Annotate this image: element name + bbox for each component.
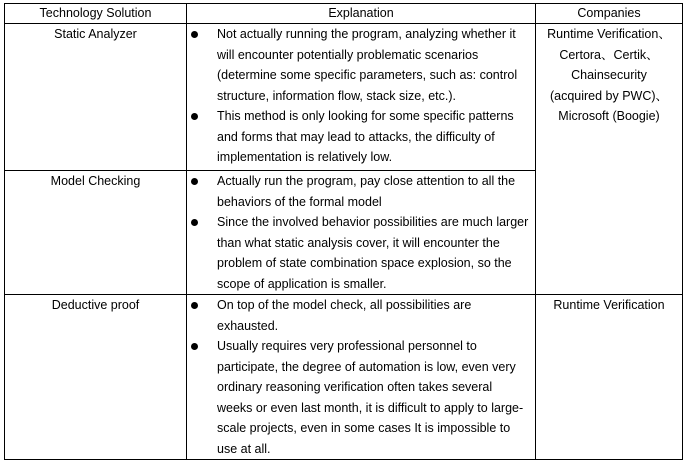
companies-cell <box>536 295 683 460</box>
bullet-icon <box>191 219 198 226</box>
technology-cell: Deductive proof <box>5 295 187 460</box>
list-item <box>191 171 531 212</box>
technology-comparison-table <box>4 3 683 460</box>
company-line: Certora、Certik、 <box>559 47 659 62</box>
bullet-list <box>191 24 531 168</box>
list-item <box>191 106 531 168</box>
bullet-list <box>191 295 531 459</box>
bullet-icon <box>191 113 198 120</box>
bullet-text: Not actually running the program, analyzing whether it will encounter potentially problematic scenarios (determine some specific parameters, such as: control structure, information flow, stack size, etc.). <box>217 27 518 103</box>
bullet-icon <box>191 31 198 38</box>
list-item <box>191 336 531 459</box>
technology-cell: Model Checking <box>5 171 187 295</box>
bullet-text: Since the involved behavior possibilities are much larger than what static analysis cover, it will encounter the problem of state combination space explosion, so the scope of application is smaller. <box>217 215 529 291</box>
company-line: Microsoft (Boogie) <box>558 109 660 123</box>
header-technology: Technology Solution <box>5 4 187 24</box>
bullet-text: On top of the model check, all possibilities are exhausted. <box>217 298 472 333</box>
bullet-icon <box>191 343 198 350</box>
technology-cell: Static Analyzer <box>5 24 187 171</box>
explanation-cell <box>187 171 536 295</box>
explanation-cell <box>187 295 536 460</box>
bullet-list <box>191 171 531 294</box>
explanation-cell <box>187 24 536 171</box>
companies-cell <box>536 24 683 295</box>
bullet-text: This method is only looking for some specific patterns and forms that may lead to attacks, the difficulty of implementation is relatively low. <box>217 109 514 164</box>
list-item <box>191 295 531 336</box>
company-line: Runtime Verification、 <box>547 27 671 41</box>
bullet-text: Actually run the program, pay close attention to all the behaviors of the formal model <box>217 174 516 209</box>
table-row <box>5 295 683 460</box>
table-row <box>5 24 683 171</box>
header-companies: Companies <box>536 4 683 24</box>
bullet-icon <box>191 178 198 185</box>
company-line: (acquired by PWC)、 <box>549 88 669 103</box>
bullet-text: Usually requires very professional personnel to participate, the degree of automation is low, even very ordinary reasoning verification often takes several weeks or even last month, it is difficult to apply to large-scale projects, even in some cases It is impossible to use at all. <box>217 339 524 456</box>
table-header-row <box>5 4 683 24</box>
bullet-icon <box>191 302 198 309</box>
company-line: Chainsecurity <box>571 68 647 82</box>
list-item <box>191 212 531 294</box>
list-item <box>191 24 531 106</box>
header-explanation: Explanation <box>187 4 536 24</box>
company-line: Runtime Verification <box>553 298 665 312</box>
